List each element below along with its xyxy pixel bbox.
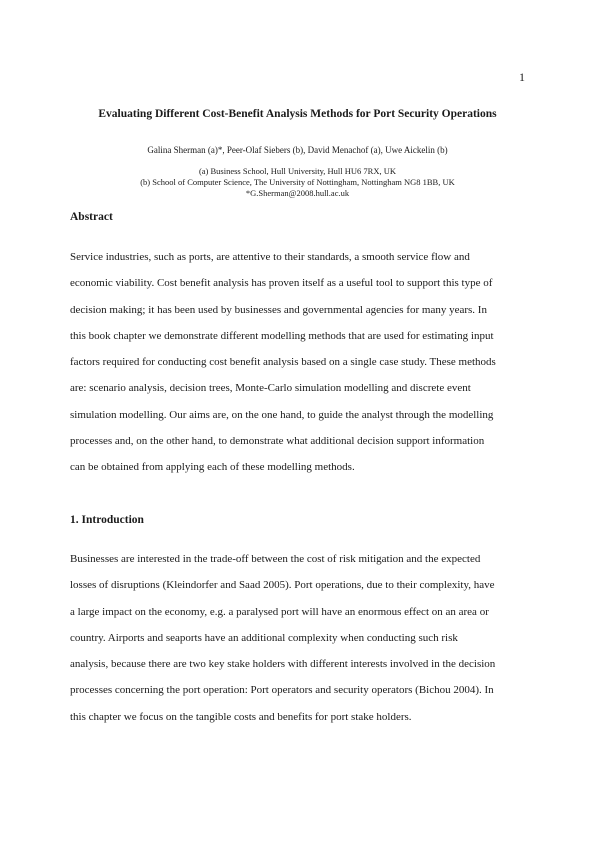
corresponding-email: *G.Sherman@2008.hull.ac.uk	[245, 188, 350, 198]
abstract-line: are: scenario analysis, decision trees, Monte-Carlo simulation modelling and discrete event	[70, 382, 471, 395]
abstract-line: can be obtained from applying each of these modelling methods.	[70, 461, 355, 474]
introduction-body	[70, 546, 525, 730]
introduction-line: processes concerning the port operation: Port operators and security operators (Bichou 2004). In	[70, 684, 494, 697]
introduction-line: country. Airports and seaports have an additional complexity when conducting such risk	[70, 631, 458, 644]
affiliation-b: (b) School of Computer Science, The University of Nottingham, Nottingham NG8 1BB, UK	[140, 177, 455, 187]
page-number: 1	[519, 70, 525, 84]
affiliation-a: (a) Business School, Hull University, Hull HU6 7RX, UK	[198, 166, 397, 176]
abstract-line: simulation modelling. Our aims are, on the one hand, to guide the analyst through the modelling	[70, 408, 494, 421]
abstract-line: economic viability. Cost benefit analysis has proven itself as a useful tool to support this type of	[70, 277, 493, 290]
introduction-line: this chapter we focus on the tangible costs and benefits for port stake holders.	[70, 710, 412, 723]
abstract-body	[70, 244, 525, 481]
author-list: Galina Sherman (a)*, Peer-Olaf Siebers (b), David Menachof (a), Uwe Aickelin (b)	[147, 145, 448, 155]
paper-title: Evaluating Different Cost-Benefit Analysis Methods for Port Security Operations	[98, 108, 497, 120]
abstract-line: decision making; it has been used by businesses and governmental agencies for many years. In	[70, 303, 487, 316]
introduction-line: a large impact on the economy, e.g. a paralysed port will have an enormous effect on an area or	[70, 605, 489, 618]
introduction-line: analysis, because there are two key stake holders with different interests involved in the decision	[70, 658, 496, 671]
introduction-heading: 1. Introduction	[70, 514, 144, 526]
abstract-line: this book chapter we demonstrate different modelling methods that are used for estimating input	[70, 329, 494, 342]
abstract-line: processes and, on the other hand, to demonstrate what additional decision support information	[70, 435, 485, 448]
introduction-line: Businesses are interested in the trade-off between the cost of risk mitigation and the expected	[70, 553, 481, 565]
abstract-line: factors required for conducting cost benefit analysis based on a single case study. These methods	[70, 356, 496, 369]
abstract-line: Service industries, such as ports, are attentive to their standards, a smooth service flow and	[70, 251, 470, 263]
introduction-line: losses of disruptions (Kleindorfer and Saad 2005). Port operations, due to their complexity, have	[70, 579, 495, 592]
abstract-heading: Abstract	[70, 211, 113, 223]
